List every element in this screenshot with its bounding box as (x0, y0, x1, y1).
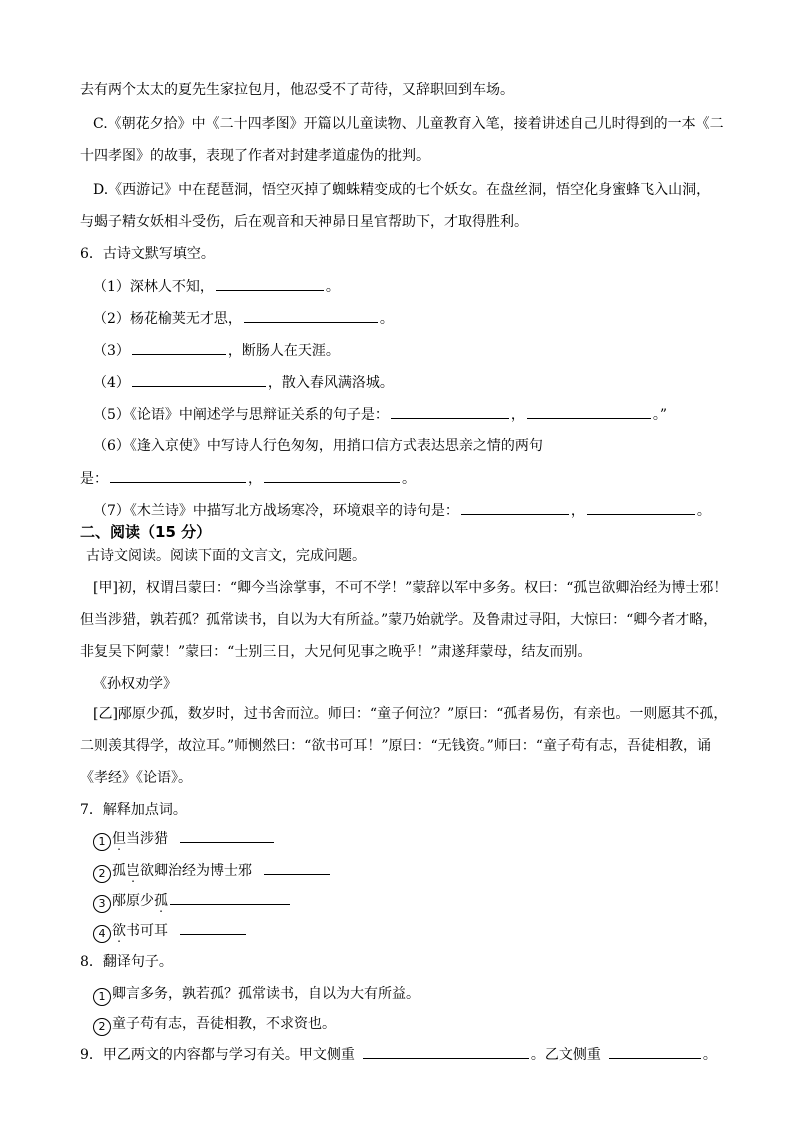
q6-item-7-text: （7）《木兰诗》中描写北方战场寒冷，环境艰辛的诗句是： (93, 503, 459, 519)
answer-blank[interactable] (110, 468, 246, 483)
passage-yi-line3: 《孝经》《论语》。 (80, 770, 192, 786)
answer-blank[interactable] (527, 404, 651, 419)
q6-item-3-end: ，断肠人在天涯。 (227, 343, 340, 359)
passage-yi-line1: [乙]邴原少孤，数岁时，过书舍而泣。师曰：“童子何泣？”原曰：“孤者易伤，有亲也。一则愿其不孤， (93, 706, 728, 722)
passage-jia-line3: 非复吴下阿蒙！”蒙曰：“士别三日，大兄何见事之晚乎！”肃遂拜蒙母，结友而别。 (80, 644, 592, 660)
circled-number: 1 (93, 833, 111, 851)
q8-item-2-text: 童子苟有志，吾徒相教，不求资也。 (112, 1016, 336, 1032)
section-heading: 二、阅读（15 分） (80, 523, 212, 541)
q6-item-1-end: 。 (325, 279, 340, 295)
q7-item-2 (93, 860, 332, 883)
answer-blank[interactable] (180, 828, 274, 843)
q8-item-1 (93, 984, 420, 1006)
q6-item-4 (93, 372, 394, 393)
text-line: 去有两个太太的夏先生家拉包月，他忍受不了苛待，又辞职回到车场。 (80, 82, 514, 98)
question-9 (80, 1044, 717, 1065)
passage-yi-line2: 二则羡其得学，故泣耳。”师恻然曰：“欲书可耳！”原曰：“无钱资。”师曰：“童子苟有志，吾徒相教，诵 (80, 738, 711, 754)
q6-item-2 (93, 308, 394, 329)
answer-blank[interactable] (216, 276, 324, 291)
passage-jia-line1: [甲]初，权谓吕蒙曰：“卿今当涂掌事，不可不学！”蒙辞以军中多务。权曰：“孤岂欲卿治经为博士邪！ (93, 580, 728, 596)
q9-text-b: 。乙文侧重 (530, 1047, 601, 1063)
q6-item-7 (93, 500, 711, 521)
question-8-title: 8．翻译句子。 (80, 954, 173, 970)
q6-item-3-text: （3） (93, 343, 130, 359)
circled-number: 4 (93, 925, 111, 943)
dotted-word: 孤 (154, 893, 168, 909)
q8-item-1-text: 卿言多务，孰若孤？孤常读书，自以为大有所益。 (112, 986, 420, 1002)
answer-blank[interactable] (180, 920, 246, 935)
q7-item-4 (93, 920, 248, 943)
q8-item-2 (93, 1014, 336, 1036)
q6-item-6-sep: ， (248, 471, 262, 487)
circled-number: 1 (93, 988, 111, 1006)
q7-item-2-pre: 孤 (112, 863, 126, 879)
q6-item-5-end: 。” (652, 407, 668, 423)
dotted-word: 岂 (126, 863, 140, 879)
q7-item-2-post: 欲卿治经为博士邪 (140, 863, 252, 879)
q6-item-5-sep: ， (510, 407, 525, 423)
answer-blank[interactable] (609, 1044, 701, 1059)
answer-blank[interactable] (132, 340, 226, 355)
dotted-word: 欲 (112, 923, 126, 939)
question-6-title: 6．古诗文默写填空。 (80, 246, 215, 262)
answer-blank[interactable] (363, 1044, 529, 1059)
circled-number: 3 (93, 895, 111, 913)
passage-source: 《孙权劝学》 (93, 676, 177, 692)
q6-item-7-sep: ， (570, 503, 585, 519)
option-c-line2: 十四孝图》的故事，表现了作者对封建孝道虚伪的批判。 (80, 148, 430, 164)
option-d-line1: D.《西游记》中在琵琶洞，悟空灭掉了蜘蛛精变成的七个妖女。在盘丝洞，悟空化身蜜蜂飞入山洞， (93, 182, 711, 198)
q9-text-a: 9．甲乙两文的内容都与学习有关。甲文侧重 (80, 1047, 355, 1063)
answer-blank[interactable] (391, 404, 509, 419)
q6-item-7-end: 。 (696, 503, 711, 519)
answer-blank[interactable] (461, 500, 569, 515)
q6-item-5-text: （5）《论语》中阐述学与思辩证关系的句子是： (93, 407, 389, 423)
reading-intro: 古诗文阅读。阅读下面的文言文，完成问题。 (86, 548, 366, 564)
passage-jia-line2: 但当涉猎，孰若孤？孤常读书，自以为大有所益。”蒙乃始就学。及鲁肃过寻阳，大惊曰：“卿今者才略， (80, 612, 718, 628)
circled-number: 2 (93, 865, 111, 883)
q6-item-6-line2 (80, 468, 416, 489)
q6-item-6-end: 。 (402, 471, 416, 487)
q7-item-3-pre: 邴原少 (112, 893, 154, 909)
q6-item-2-text: （2）杨花榆荚无才思， (93, 311, 242, 327)
q6-item-2-end: 。 (379, 311, 394, 327)
answer-blank[interactable] (170, 890, 290, 905)
q6-item-1 (93, 276, 340, 297)
option-d-line2: 与蝎子精女妖相斗受伤，后在观音和天神昴日星官帮助下，才取得胜利。 (80, 214, 528, 230)
q7-item-1 (93, 828, 276, 851)
answer-blank[interactable] (587, 500, 695, 515)
option-c-line1: C.《朝花夕拾》中《二十四孝图》开篇以儿童读物、儿童教育入笔，接着讲述自己儿时得到的一本《二 (93, 116, 724, 132)
q6-item-5 (93, 404, 667, 425)
q7-item-3 (93, 890, 292, 913)
q6-item-4-end: ，散入春风满洛城。 (267, 375, 394, 391)
q9-text-c: 。 (702, 1047, 717, 1063)
q7-item-4-post: 书可耳 (126, 923, 168, 939)
q7-item-1-post: 当涉猎 (126, 831, 168, 847)
q6-item-1-text: （1）深林人不知， (93, 279, 214, 295)
q6-item-6-prefix: 是： (80, 471, 108, 487)
circled-number: 2 (93, 1018, 111, 1036)
dotted-word: 但 (112, 831, 126, 847)
answer-blank[interactable] (132, 372, 266, 387)
q6-item-3 (93, 340, 340, 361)
question-7-title: 7．解释加点词。 (80, 802, 187, 818)
q6-item-6-line1: （6）《逢入京使》中写诗人行色匆匆，用捎口信方式表达思亲之情的两句 (93, 438, 543, 454)
answer-blank[interactable] (264, 860, 330, 875)
answer-blank[interactable] (264, 468, 400, 483)
answer-blank[interactable] (244, 308, 378, 323)
q6-item-4-text: （4） (93, 375, 130, 391)
